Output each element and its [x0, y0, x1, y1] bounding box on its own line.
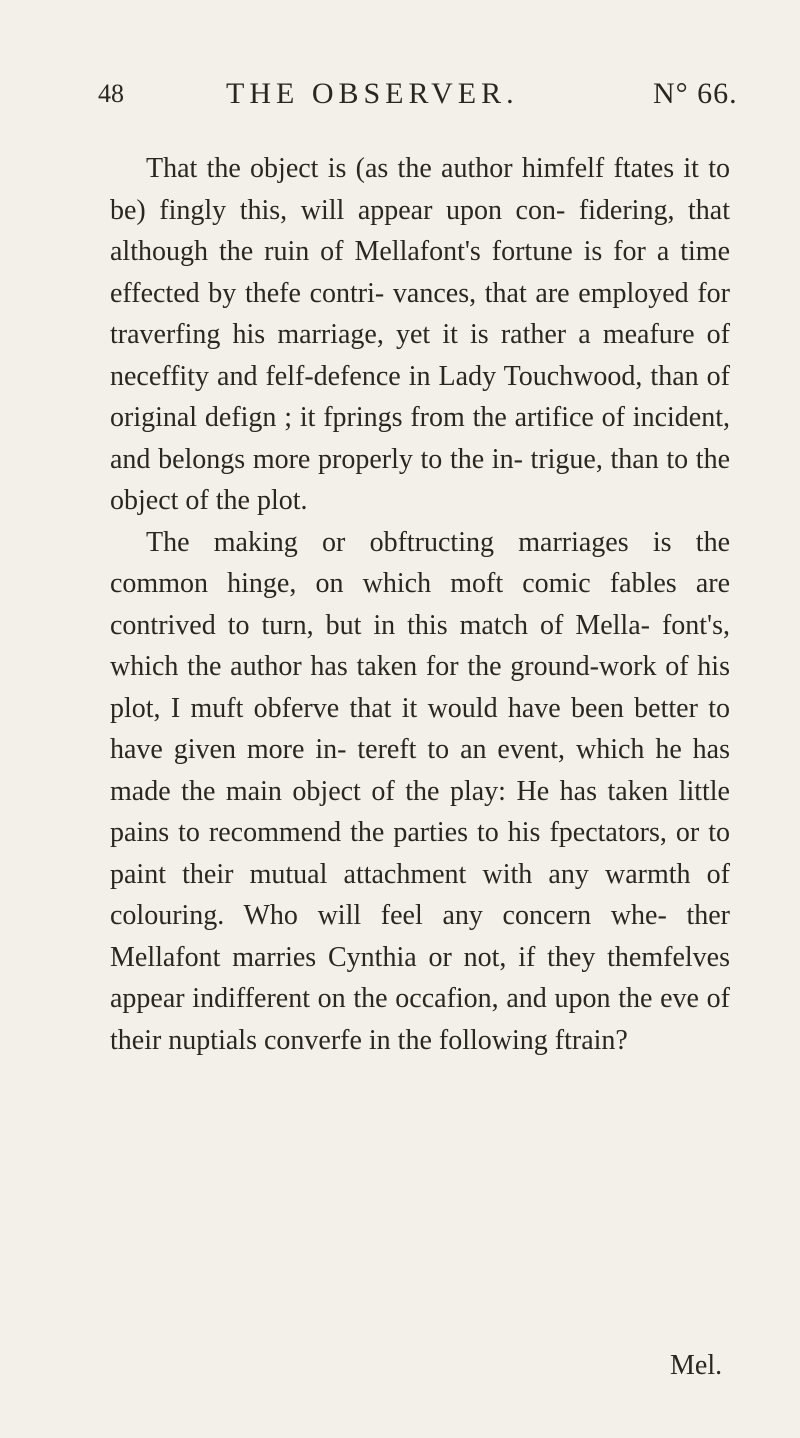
issue-number: N° 66.	[653, 77, 738, 110]
paragraph-1: That the object is (as the author himfelf ftates it to be) fingly this, will appear upon con- fidering, that although the ruin of Mellafont's fortune is for a time effected by thefe contri- vances, that are employed for traverfing his marriage, yet it is rather a meafure of neceffity and felf-defence in Lady Touchwood, than of original defign ; it fprings from the artifice of incident, and belongs more properly to the in- trigue, than to the object of the plot.	[110, 153, 730, 516]
page-header	[98, 74, 738, 114]
catchword: Mel.	[670, 1350, 723, 1381]
body-text	[110, 148, 730, 1061]
page-number: 48	[98, 79, 124, 108]
running-title: THE OBSERVER.	[226, 77, 519, 110]
paragraph-2: The making or obftructing marriages is the common hinge, on which moft comic fables are contrived to turn, but in this match of Mella- font's, which the author has taken for the ground-work of his plot, I muft obferve that it would have been better to have given more in- tereft to an event, which he has made the main object of the play: He has taken little pains to recommend the parties to his fpectators, or to paint their mutual attachment with any warmth of colouring. Who will feel any concern whe- ther Mellafont marries Cynthia or not, if they themfelves appear indifferent on the occafion, and upon the eve of their nuptials converfe in the following ftrain?	[110, 526, 730, 1056]
